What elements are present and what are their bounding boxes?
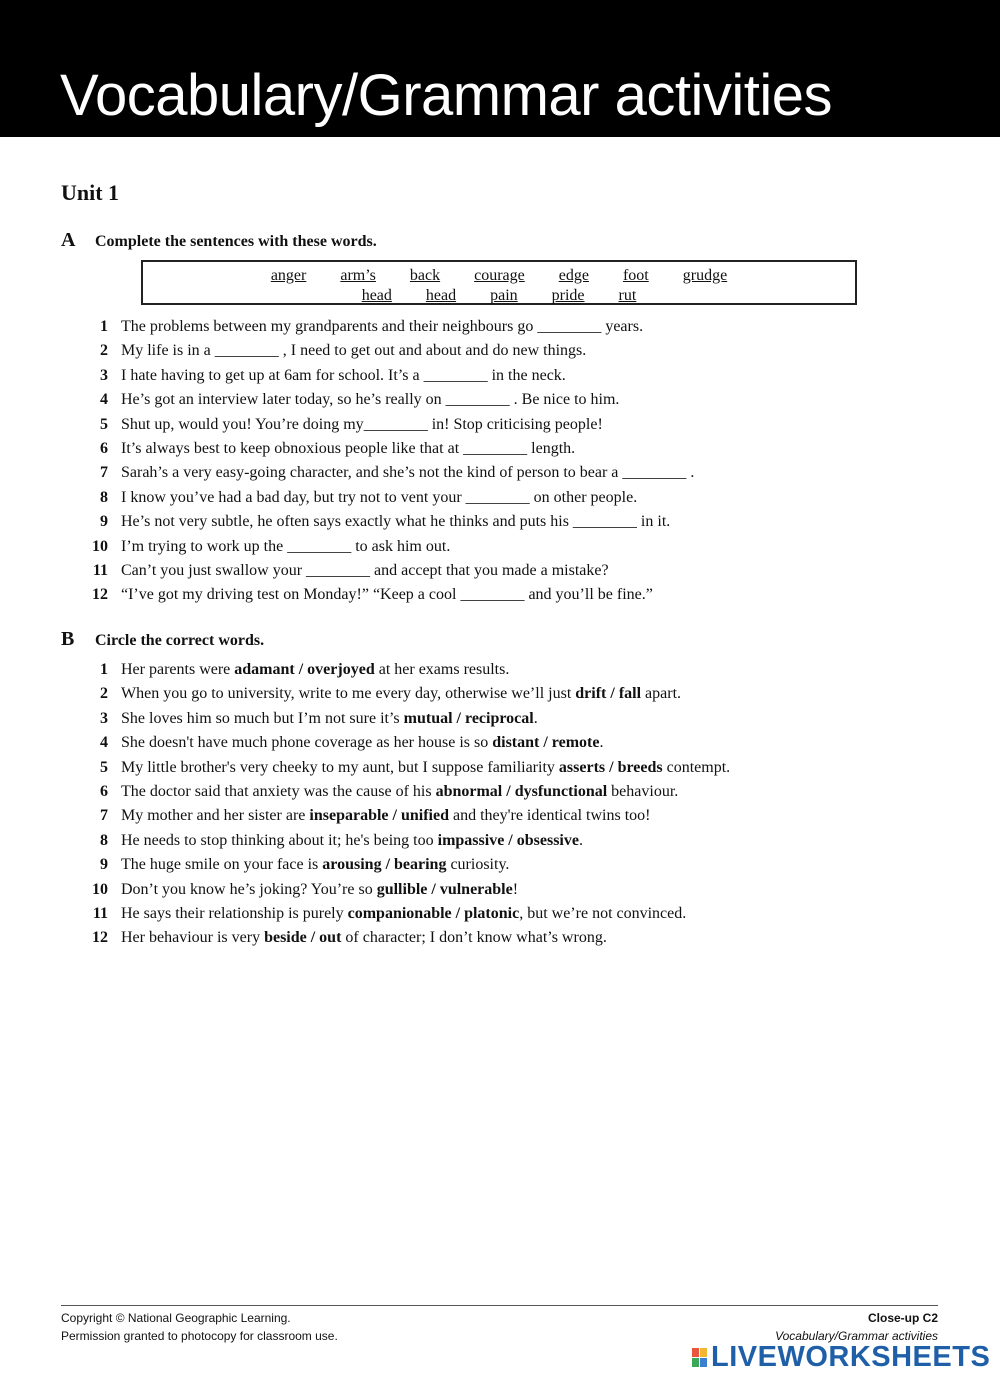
item-text-before: When you go to university, write to me every day, otherwise we’ll just <box>121 685 576 703</box>
logo-block <box>692 1358 699 1367</box>
circle-word-item <box>85 880 730 904</box>
item-number: 5 <box>100 415 108 433</box>
item-number: 1 <box>100 318 108 335</box>
header-banner <box>0 0 1000 137</box>
item-text-before: He says their relationship is purely <box>121 904 348 922</box>
answer-blank[interactable]: ________ <box>537 318 602 335</box>
gap-fill-item <box>85 439 694 463</box>
item-number: 3 <box>100 709 108 727</box>
item-text-before: It’s always best to keep obnoxious people like that at <box>121 439 464 457</box>
item-number: 10 <box>92 880 108 898</box>
item-text-before: He’s got an interview later today, so he’s really on <box>121 391 446 409</box>
logo-block <box>692 1348 699 1357</box>
word-options[interactable]: adamant / overjoyed <box>234 661 375 678</box>
word-box-word: rut <box>618 287 637 304</box>
item-text-before: My life is in a <box>121 342 215 360</box>
item-text-before: The doctor said that anxiety was the cause of his <box>121 782 436 800</box>
item-text-before: The problems between my grandparents and their neighbours go <box>121 318 538 335</box>
item-number: 7 <box>100 807 108 825</box>
item-text-after: behaviour. <box>607 782 679 800</box>
item-text-after: . <box>533 709 538 727</box>
item-number: 8 <box>100 488 108 506</box>
item-text-after: years. <box>601 318 644 335</box>
section-a-list <box>85 317 694 610</box>
liveworksheets-logo-text: LIVEWORKSHEETS <box>711 1341 991 1373</box>
unit-title: Unit 1 <box>61 180 120 205</box>
footer-left <box>61 1309 338 1345</box>
word-box-word: head <box>361 287 392 304</box>
item-text-before: She loves him so much but I’m not sure it’s <box>121 709 404 727</box>
section-b-list <box>85 660 730 953</box>
item-text-after: , but we’re not convinced. <box>519 904 687 922</box>
item-text-after: in! Stop criticising people! <box>427 415 603 433</box>
item-number: 4 <box>100 391 108 409</box>
answer-blank[interactable]: ________ <box>460 586 525 604</box>
footer-subtitle: Vocabulary/Grammar activities <box>775 1329 938 1343</box>
item-text-after: and accept that you made a mistake? <box>370 561 609 579</box>
logo-block <box>700 1358 707 1367</box>
word-box-word: foot <box>622 267 649 284</box>
item-text-before: “I’ve got my driving test on Monday!” “Keep a cool <box>121 586 461 604</box>
item-number: 10 <box>92 537 108 555</box>
item-number: 12 <box>92 929 108 947</box>
footer-permission: Permission granted to photocopy for classroom use. <box>61 1329 338 1343</box>
item-number: 2 <box>100 685 108 703</box>
item-text-after: and they're identical twins too! <box>448 807 651 825</box>
item-text-after: on other people. <box>529 488 638 506</box>
circle-word-item <box>85 928 730 952</box>
answer-blank[interactable]: ________ <box>363 415 428 433</box>
word-options[interactable]: gullible / vulnerable <box>376 880 513 898</box>
gap-fill-item <box>85 585 694 609</box>
item-number: 6 <box>100 439 108 457</box>
item-number: 9 <box>100 513 108 531</box>
item-text-before: The huge smile on your face is <box>121 856 323 874</box>
liveworksheets-blocks-icon <box>692 1348 707 1367</box>
item-text-before: My mother and her sister are <box>121 807 310 825</box>
item-text-after: apart. <box>641 685 682 703</box>
page-title: Vocabulary/Grammar activities <box>60 63 832 128</box>
item-text-before: Her behaviour is very <box>121 929 265 947</box>
item-number: 11 <box>92 904 108 922</box>
gap-fill-item <box>85 561 694 585</box>
item-text-after: contempt. <box>662 758 731 776</box>
gap-fill-item <box>85 537 694 561</box>
section-b-heading <box>61 627 264 651</box>
gap-fill-item <box>85 341 694 365</box>
word-options[interactable]: asserts / breeds <box>558 758 663 776</box>
section-b-instruction: Circle the correct words. <box>95 632 265 649</box>
item-number: 9 <box>100 856 108 874</box>
answer-blank[interactable]: ________ <box>465 488 530 506</box>
item-text-after: . <box>599 734 604 752</box>
word-options[interactable]: mutual / reciprocal <box>403 709 534 727</box>
item-text-before: Her parents were <box>121 661 235 678</box>
gap-fill-item <box>85 317 694 341</box>
circle-word-item <box>85 684 730 708</box>
word-box-word: pain <box>490 287 518 304</box>
section-a-instruction: Complete the sentences with these words. <box>95 233 377 250</box>
word-box-word: edge <box>558 267 589 284</box>
item-text-after: ! <box>512 880 519 898</box>
section-a-letter: A <box>61 229 76 251</box>
item-number: 8 <box>100 831 108 849</box>
item-number: 5 <box>100 758 108 776</box>
answer-blank[interactable]: ________ <box>306 561 371 579</box>
footer-series: Close-up C2 <box>867 1311 938 1325</box>
item-number: 7 <box>100 464 108 482</box>
circle-word-item <box>85 806 730 830</box>
item-number: 6 <box>100 782 108 800</box>
word-box-word: arm’s <box>340 267 376 284</box>
item-text-after: . <box>686 464 695 482</box>
item-text-after: in it. <box>636 513 671 531</box>
circle-word-item <box>85 758 730 782</box>
item-text-before: My little brother's very cheeky to my aunt, but I suppose familiarity <box>121 758 559 776</box>
item-text-before: She doesn't have much phone coverage as her house is so <box>121 734 493 752</box>
footer-copyright: Copyright © National Geographic Learning. <box>61 1311 291 1325</box>
word-options[interactable]: drift / fall <box>575 685 642 703</box>
gap-fill-item <box>85 488 694 512</box>
item-text-after: . <box>578 831 583 849</box>
item-text-after: of character; I don’t know what’s wrong. <box>341 929 607 947</box>
answer-blank[interactable]: ________ <box>214 342 279 360</box>
gap-fill-item <box>85 415 694 439</box>
answer-blank[interactable]: ________ <box>463 439 528 457</box>
word-box-word: anger <box>270 267 307 284</box>
item-text-after: . Be nice to him. <box>509 391 620 409</box>
item-text-before: Sarah’s a very easy-going character, and she’s not the kind of person to bear a <box>121 464 623 482</box>
word-options[interactable]: inseparable / unified <box>309 807 449 825</box>
gap-fill-item <box>85 366 694 390</box>
footer-right <box>775 1309 938 1345</box>
circle-word-item <box>85 709 730 733</box>
logo-block <box>700 1348 707 1357</box>
circle-word-item <box>85 782 730 806</box>
item-text-before: I know you’ve had a bad day, but try not to vent your <box>121 488 466 506</box>
circle-word-item <box>85 733 730 757</box>
liveworksheets-logo[interactable] <box>692 1343 990 1371</box>
item-text-after: length. <box>527 439 576 457</box>
gap-fill-item <box>85 463 694 487</box>
word-options[interactable]: arousing / bearing <box>322 856 447 874</box>
word-options[interactable]: impassive / obsessive <box>437 831 579 849</box>
section-b-letter: B <box>61 628 75 650</box>
section-a-heading <box>61 228 377 252</box>
answer-blank[interactable]: ________ <box>445 391 510 409</box>
answer-blank[interactable]: ________ <box>423 366 488 384</box>
word-options[interactable]: beside / out <box>264 929 342 947</box>
answer-blank[interactable]: ________ <box>572 513 637 531</box>
word-box-row-2 <box>143 286 855 306</box>
circle-word-item <box>85 660 730 684</box>
circle-word-item <box>85 855 730 879</box>
item-text-after: and you’ll be fine.” <box>524 586 653 604</box>
word-box-word: back <box>409 267 441 284</box>
word-box-row-1 <box>143 266 855 286</box>
item-text-after: in the neck. <box>487 366 566 384</box>
word-box-word: pride <box>551 287 585 304</box>
item-number: 4 <box>100 734 108 752</box>
item-number: 1 <box>100 661 108 678</box>
item-text-after: at her exams results. <box>374 661 510 678</box>
item-number: 12 <box>92 586 108 604</box>
item-text-after: curiosity. <box>446 856 510 874</box>
word-options[interactable]: distant / remote <box>492 734 600 752</box>
item-text-before: Don’t you know he’s joking? You’re so <box>121 880 377 898</box>
word-options[interactable]: companionable / platonic <box>347 904 520 922</box>
item-text-before: I hate having to get up at 6am for school. It’s a <box>121 366 424 384</box>
item-number: 2 <box>100 342 108 360</box>
footer-divider <box>61 1305 938 1306</box>
gap-fill-item <box>85 512 694 536</box>
item-text-after: to ask him out. <box>351 537 451 555</box>
item-text-after: , I need to get out and about and do new things. <box>278 342 587 360</box>
word-box-word: courage <box>474 267 525 284</box>
word-box-word: head <box>425 287 457 304</box>
answer-blank[interactable]: ________ <box>622 464 687 482</box>
item-text-before: Can’t you just swallow your <box>121 561 307 579</box>
circle-word-item <box>85 831 730 855</box>
gap-fill-item <box>85 390 694 414</box>
word-box <box>141 260 857 305</box>
word-box-word: grudge <box>682 267 728 284</box>
item-text-before: Shut up, would you! You’re doing my <box>121 415 364 433</box>
circle-word-item <box>85 904 730 928</box>
answer-blank[interactable]: ________ <box>287 537 352 555</box>
item-text-before: He’s not very subtle, he often says exactly what he thinks and puts his <box>121 513 573 531</box>
word-options[interactable]: abnormal / dysfunctional <box>435 782 608 800</box>
item-number: 11 <box>92 561 108 579</box>
item-text-before: I’m trying to work up the <box>121 537 288 555</box>
item-text-before: He needs to stop thinking about it; he's being too <box>121 831 438 849</box>
item-number: 3 <box>100 366 108 384</box>
